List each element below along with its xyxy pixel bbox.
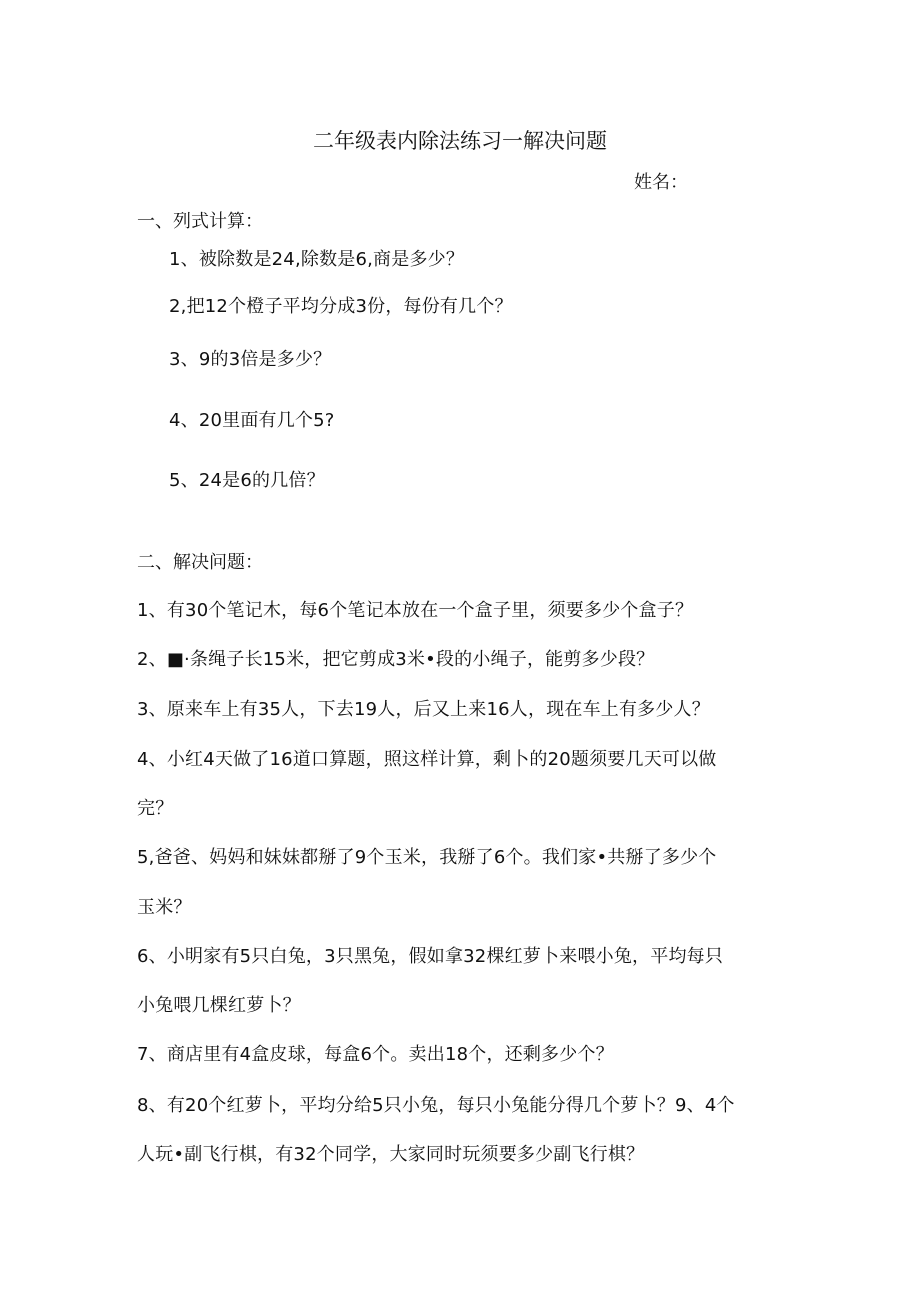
section1-heading: 一、列式计算： <box>137 211 263 232</box>
problem-line: 玉米？ <box>137 897 192 918</box>
page-title: 二年级表内除法练习一解决问题 <box>313 129 607 153</box>
calc-question-2: 2,把12个橙子平均分成3份，每份有几个？ <box>169 296 513 317</box>
calc-question-5: 5、24是6的几倍？ <box>169 470 325 491</box>
problem-line: 6、小明家有5只白兔，3只黑兔，假如拿32棵红萝卜来喂小兔，平均每只 <box>137 946 724 967</box>
calc-question-1: 1、被除数是24,除数是6,商是多少？ <box>169 249 465 270</box>
calc-question-3: 3、9的3倍是多少？ <box>169 349 332 370</box>
problem-line: 7、商店里有4盒皮球，每盒6个。卖出18个，还剩多少个？ <box>137 1044 614 1065</box>
problem-line: 人玩•副飞行棋，有32个同学，大家同时玩须要多少副飞行棋？ <box>137 1144 645 1165</box>
problem-line: 3、原来车上有35人，下去19人，后又上来16人，现在车上有多少人？ <box>137 699 710 720</box>
problem-line: 4、小红4天做了16道口算题，照这样计算，剩卜的20题须要几天可以做 <box>137 749 717 770</box>
calc-question-4: 4、20里面有几个5? <box>169 410 335 431</box>
problem-line: 小兔喂几棵红萝卜？ <box>137 995 301 1016</box>
problem-line: 8、有20个红萝卜，平均分给5只小兔，每只小兔能分得几个萝卜？9、4个 <box>137 1095 735 1116</box>
problem-line: 完？ <box>137 798 174 819</box>
name-field-label: 姓名： <box>634 172 688 193</box>
problem-line: 5,爸爸、妈妈和妹妹都掰了9个玉米，我掰了6个。我们家•共掰了多少个 <box>137 847 717 868</box>
section2-heading: 二、解决问题： <box>137 552 263 573</box>
problem-line: 2、■·条绳子长15米，把它剪成3米•段的小绳子，能剪多少段？ <box>137 649 655 670</box>
problem-line: 1、有30个笔记木，每6个笔记本放在一个盒子里，须要多少个盒子？ <box>137 600 694 621</box>
